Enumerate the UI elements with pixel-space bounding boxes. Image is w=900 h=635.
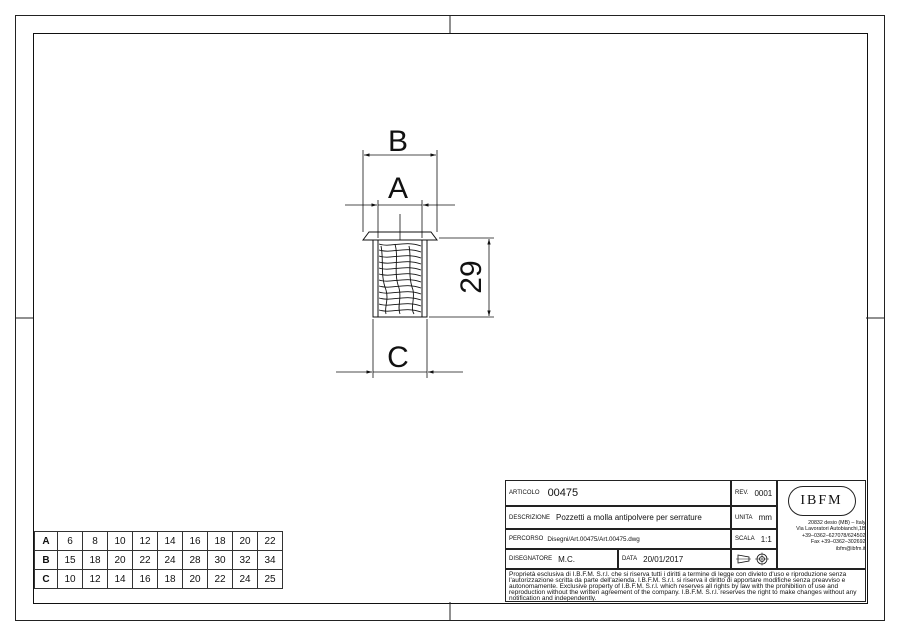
- size-cell: 18: [158, 570, 183, 589]
- size-cell: 22: [208, 570, 233, 589]
- size-table: [34, 531, 283, 589]
- dimension-b-label: B: [387, 125, 409, 158]
- size-cell: 32: [233, 551, 258, 570]
- title-block: [505, 480, 866, 602]
- size-cell: 18: [83, 551, 108, 570]
- size-cell: 20: [108, 551, 133, 570]
- part-body: [363, 214, 437, 317]
- size-cell: 22: [133, 551, 158, 570]
- dimension-height-label: 29: [455, 260, 488, 294]
- percorso-cell: [505, 529, 731, 549]
- data-label: DATA: [622, 556, 638, 562]
- rev-cell: [731, 480, 777, 506]
- size-table-row: [35, 532, 283, 551]
- descrizione-cell: [505, 506, 731, 529]
- projection-symbol-icon: [735, 552, 773, 566]
- size-cell: 30: [208, 551, 233, 570]
- size-cell: 16: [133, 570, 158, 589]
- disegnatore-value: M.C.: [558, 554, 576, 564]
- size-cell: 12: [133, 532, 158, 551]
- address-line: +39–0362–627078/624502: [802, 532, 866, 539]
- scala-label: SCALA: [735, 536, 755, 542]
- data-value: 20/01/2017: [643, 554, 684, 564]
- disegnatore-label: DISEGNATORE: [509, 556, 553, 562]
- size-cell: 6: [58, 532, 83, 551]
- projection-cell: [731, 549, 777, 569]
- legal-notice: Proprietà esclusiva di I.B.F.M. S.r.l. che si riserva tutti i diritti a termine di legge con divieto d'uso e riproduzione senza l'autorizzazione scritta da parte dell'azienda. I.B.F.M. S.r.l. si riserva il diritto di apportare modifiche senza preavviso e autonomamente. Exclusive property of I.B.F.M. S.r.l. which reserves all rights by law with the prohibition of use and reproduction without the written agreement of the company. I.B.F.M. S.r.l. reserves the right to make changes without any notification and independently.: [505, 569, 866, 602]
- size-row-label: A: [35, 532, 58, 551]
- dimension-a-label: A: [387, 172, 409, 205]
- size-cell: 10: [58, 570, 83, 589]
- size-cell: 18: [208, 532, 233, 551]
- rev-label: REV.: [735, 490, 749, 496]
- size-cell: 10: [108, 532, 133, 551]
- size-cell: 8: [83, 532, 108, 551]
- articolo-value: 00475: [547, 487, 579, 499]
- size-cell: 34: [258, 551, 283, 570]
- unita-cell: [731, 506, 777, 529]
- address-line: Via Lavoratori Autobianchi,1B: [796, 526, 866, 533]
- scala-cell: [731, 529, 777, 549]
- size-table-row: [35, 551, 283, 570]
- size-cell: 16: [183, 532, 208, 551]
- size-cell: 28: [183, 551, 208, 570]
- size-cell: 20: [233, 532, 258, 551]
- size-row-label: B: [35, 551, 58, 570]
- rev-value: 0001: [754, 488, 773, 498]
- address-line: ibfm@ibfm.it: [835, 545, 866, 552]
- size-table-row: [35, 570, 283, 589]
- descrizione-label: DESCRIZIONE: [509, 514, 551, 521]
- size-row-label: C: [35, 570, 58, 589]
- size-cell: 20: [183, 570, 208, 589]
- articolo-label: ARTICOLO: [509, 490, 540, 496]
- size-cell: 22: [258, 532, 283, 551]
- size-cell: 14: [158, 532, 183, 551]
- address-line: Fax +39–0362–302692: [810, 539, 866, 546]
- percorso-label: PERCORSO: [509, 536, 544, 542]
- size-cell: 24: [158, 551, 183, 570]
- articolo-cell: [505, 480, 731, 506]
- company-logo: IBFM: [788, 486, 856, 516]
- size-cell: 14: [108, 570, 133, 589]
- disegnatore-cell: [505, 549, 618, 569]
- data-cell: [618, 549, 731, 569]
- company-address: [778, 520, 866, 552]
- percorso-value: Disegni/Art.00475/Art.00475.dwg: [547, 535, 640, 543]
- company-block: [777, 480, 866, 569]
- size-cell: 24: [233, 570, 258, 589]
- unita-value: mm: [758, 513, 772, 522]
- size-cell: 15: [58, 551, 83, 570]
- unita-label: UNITA: [735, 514, 753, 521]
- size-cell: 12: [83, 570, 108, 589]
- size-cell: 25: [258, 570, 283, 589]
- scala-value: 1:1: [760, 534, 772, 544]
- address-line: 20832 desio (MB) – Italy: [808, 520, 866, 526]
- dimension-c-label: C: [387, 341, 409, 374]
- descrizione-value: Pozzetti a molla antipolvere per serrature: [556, 513, 702, 522]
